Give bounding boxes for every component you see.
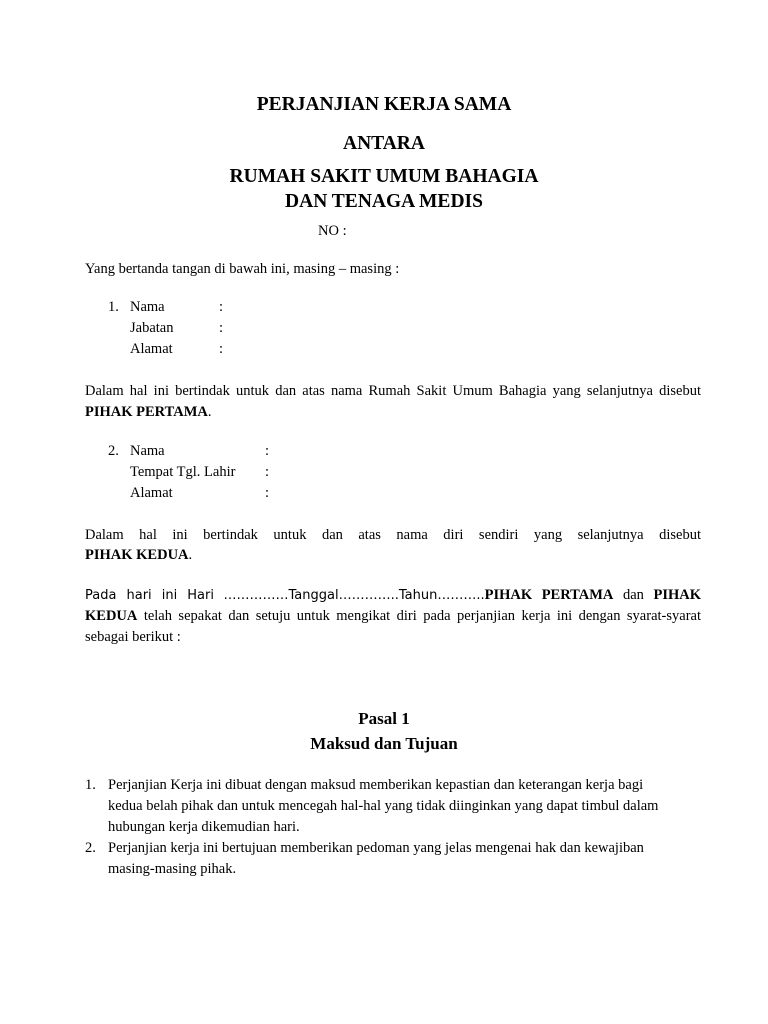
party1-number: 1. — [108, 299, 119, 315]
party1-field-colon: : — [219, 341, 224, 357]
list-item-line: hubungan kerja dikemudian hari. — [108, 819, 300, 835]
list-item-line: Perjanjian kerja ini bertujuan memberikan pedoman yang jelas mengenai hak dan kewajiban — [108, 840, 644, 856]
year-label: Tahun — [398, 588, 438, 603]
date-label: Tanggal — [288, 588, 339, 603]
list-item-line: kedua belah pihak dan untuk mencegah hal-hal yang tidak diinginkan yang dapat timbul dalam — [108, 798, 659, 814]
party2-field-colon: : — [265, 464, 270, 480]
party2-period: . — [188, 547, 193, 563]
document-number: NO : — [318, 223, 347, 239]
party1-field-label: Jabatan — [130, 320, 174, 336]
title-line-1: PERJANJIAN KERJA SAMA — [256, 94, 512, 115]
list-item-line: Perjanjian Kerja ini dibuat dengan maksud memberikan kepastian dan keterangan kerja bagi — [108, 777, 644, 793]
party2-designation: PIHAK KEDUA — [85, 547, 189, 563]
year-blank: ……….. — [437, 588, 485, 603]
list-item-line: masing-masing pihak. — [108, 861, 237, 877]
list-item-number: 1. — [85, 777, 96, 793]
party2-field-label: Nama — [130, 443, 165, 459]
date-blank: ………….. — [338, 588, 399, 603]
party1-field-colon: : — [219, 320, 224, 336]
party1-description-line-2 — [85, 402, 701, 423]
title-line-4: DAN TENAGA MEDIS — [285, 191, 483, 212]
pihak-label: PIHAK — [653, 587, 702, 603]
party2-field-colon: : — [265, 443, 270, 459]
party2-number: 2. — [108, 443, 119, 459]
pihak-pertama-label: PIHAK PERTAMA — [484, 587, 614, 603]
day-label: Pada hari ini Hari — [85, 588, 214, 603]
party1-field-label: Alamat — [130, 341, 173, 357]
party1-period: . — [207, 404, 212, 420]
title-line-2: ANTARA — [343, 133, 425, 154]
party1-field-colon: : — [219, 299, 224, 315]
agreement-line-2 — [85, 606, 701, 627]
title-line-3: RUMAH SAKIT UMUM BAHAGIA — [229, 166, 539, 187]
agreement-line-1 — [85, 585, 701, 606]
conjunction-dan: dan — [622, 587, 644, 603]
party2-description-line-2 — [85, 545, 701, 566]
party1-description-line-1: Dalam hal ini bertindak untuk dan atas nama Rumah Sakit Umum Bahagia yang selanjutnya disebut — [85, 383, 701, 399]
kedua-label: KEDUA — [85, 608, 138, 624]
section-title: Pasal 1 — [358, 709, 410, 728]
party1-field-label: Nama — [130, 299, 165, 315]
section-subtitle: Maksud dan Tujuan — [310, 734, 458, 753]
party2-field-label: Tempat Tgl. Lahir — [130, 464, 236, 480]
intro-text: Yang bertanda tangan di bawah ini, masing – masing : — [85, 261, 400, 277]
party1-designation: PIHAK PERTAMA — [85, 404, 208, 420]
list-item-number: 2. — [85, 840, 96, 856]
day-blank: …………… — [223, 588, 289, 603]
agreement-line-2-text: telah sepakat dan setuju untuk mengikat diri pada perjanjian kerja ini dengan syarat-syarat — [143, 608, 701, 624]
party2-description-line-1: Dalam hal ini bertindak untuk dan atas nama diri sendiri yang selanjutnya disebut — [85, 527, 701, 543]
party2-field-label: Alamat — [130, 485, 173, 501]
party2-field-colon: : — [265, 485, 270, 501]
agreement-line-3: sebagai berikut : — [85, 629, 181, 645]
